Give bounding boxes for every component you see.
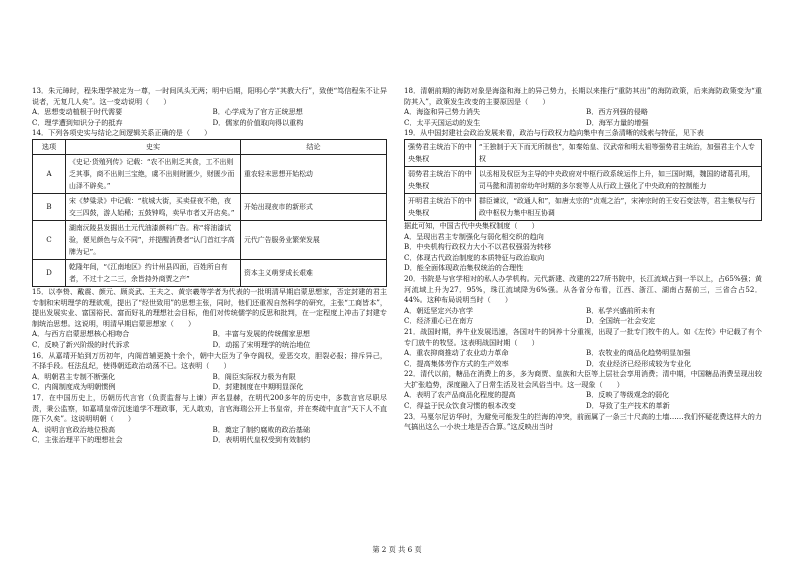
option-c[interactable]: C．内阁制度成为明朝惯例 (32, 382, 116, 392)
question-20 (404, 274, 762, 327)
question-stem: 15．以李贽、戴震、颜元、顾炎武、王夫之、黄宗羲等学者为代表的一批明清早期启蒙思想家，否定封建的君主专制和宋明理学的理欲观，提出了“经世致用”的思想主张，同时，他们还重视自然科学的研究，主张“工商皆本”，提出发展实业、富国裕民、富而好礼的理想社会目标，他们对传统儒学的反思和批判，在一定程度上冲击了封建专制统治思想。这说明，明清早期启蒙思想家（ ） (32, 286, 388, 328)
option-b[interactable]: B．农牧业的商品化趋势明显加强 (586, 348, 691, 358)
question-23 (404, 412, 762, 433)
option-c[interactable]: C．得益于民众饮食习惯的根本改变 (404, 401, 516, 411)
row-label: D (33, 259, 66, 286)
option-b[interactable]: B．阁臣实际权力极为有限 (212, 371, 296, 381)
row-label: B (33, 193, 66, 220)
question-18 (404, 86, 762, 128)
option-b[interactable]: B．西方列强的侵略 (586, 107, 648, 117)
option-c[interactable]: C．太平天国运动的发生 (404, 117, 481, 127)
row-feature: 群臣谏议，“政通人和”，如唐太宗的“贞观之治”，宋神宗时的王安石变法等，君主集权与行政中枢权力集中相互协调 (476, 193, 762, 220)
table-row (33, 220, 387, 259)
option-a[interactable]: A．与西方启蒙思想核心相吻合 (32, 329, 130, 339)
table-row (33, 193, 387, 220)
options (404, 107, 762, 128)
right-column (404, 86, 762, 433)
option-a[interactable]: A．呈现出君主专制强化与弱化相交织的趋向 (404, 231, 544, 241)
question-stem: 21．战国时期，养牛业发展迅速，各国对牛的饲养十分重视，出现了一批专门牧牛的人。如《左传》中记载了有个专门放牛的牧竖。这表明战国时期（ ） (404, 326, 762, 347)
options (404, 306, 762, 327)
question-stem: 17．在中国历史上，历朝历代言官（负责监督与上谏）声名显赫，在明代200多年的历史中，多数言官尽职尽责，秉公监察，如嘉靖皇帝沉迷道学不理政事，无人敢劝，言官海瑞公开上书皇帝，并在奏疏中直言“天下人不直陛下久矣”。这说明明朝（ ） (32, 392, 387, 424)
option-c[interactable]: C．理学遭到知识分子的抵弃 (32, 117, 123, 127)
question-13 (32, 86, 387, 128)
table-row (405, 166, 762, 193)
row-feature: “王独制于天下而无所制也”，如秦始皇、汉武帝和明太祖等强势君主统治，加强君主个人专权 (476, 139, 762, 166)
option-d[interactable]: D．导致了生产技术的革新 (586, 401, 670, 411)
option-d[interactable]: D．儒家的价值取向得以重构 (212, 117, 304, 127)
question-14 (32, 128, 387, 287)
row-feature: 以丞相及权臣为主导的中央政府对中枢行政系统运作上升，如三国时期，魏国的诸葛孔明，司马懿和清初帝幼年时期的多尔衮等人从行政上强化了中央政府的控制能力 (476, 166, 762, 193)
question-stem: 18．清朝前期的海防对象是海盗和海上的异己势力，长期以来推行“重防其出”的海防政策，后来海防政策变为“重防其入”，政策发生改变的主要原因是（ ） (404, 86, 762, 106)
option-a[interactable]: A．重农抑商推动了农业动力革命 (404, 348, 509, 358)
row-conclusion: 开始出现夜市的新形式 (241, 193, 387, 220)
table-row (33, 259, 387, 286)
row-period: 开明君主统治下的中央集权 (405, 193, 476, 220)
table-row (33, 154, 387, 193)
option-a[interactable]: A．朝廷坚定兴办官学 (404, 305, 473, 315)
option-d[interactable]: D．海军力量的增强 (586, 117, 649, 127)
options (404, 348, 762, 369)
option-d[interactable]: D．能全面体现政治集权统治的合理性 (404, 263, 524, 273)
option-c[interactable]: C．体现古代政治制度的本质特征与政治取向 (404, 252, 545, 262)
row-period: 弱势君主统治下的中央集权 (405, 166, 476, 193)
option-d[interactable]: D．表明明代皇权受到有效制约 (212, 435, 311, 445)
option-d[interactable]: D．全国统一社会安定 (586, 316, 656, 326)
question-22 (404, 369, 762, 411)
row-fact: 湖南沅陵县发掘出土元代油漆颜料广告。称“将油漆试验，便见颜色与众不同”，并提醒消费者“认门首红字高牌为记”。 (66, 220, 241, 259)
row-fact: 乾隆年间，“《江南地区》约计州县四面，百姓所自有者，不过十之二三，余皆持外商贾之产” (66, 259, 241, 286)
table-row (405, 193, 762, 220)
question-16 (32, 351, 387, 393)
option-d[interactable]: D．农业经济已经形成较为专业化 (586, 358, 691, 368)
centralization-table (404, 139, 762, 221)
option-c[interactable]: C．经济重心已在南方 (404, 316, 474, 326)
row-period: 强势君主统治下的中央集权 (405, 139, 476, 166)
option-b[interactable]: B．心学成为了官方正统思想 (212, 107, 303, 117)
fact-conclusion-table (32, 139, 387, 287)
row-fact: 《史记·货殖列传》记载：“农不出则乏其食，工不出则乏其事，商不出则三宝绝，虞不出则财匮少，财匮少而山泽不辟矣。” (66, 154, 241, 193)
question-stem: 19．从中国封建社会政治发展来看，政治与行政权力趋向集中有三条清晰的线索与特征，见下表 (404, 128, 704, 138)
options (32, 372, 387, 393)
option-b[interactable]: B．奠定了制约腐败的政治基础 (212, 424, 310, 434)
option-a[interactable]: A．思想变动植根于时代需要 (32, 107, 123, 117)
options (404, 390, 762, 411)
option-c[interactable]: C．主张治理平下的理想社会 (32, 435, 123, 445)
option-c[interactable]: C．提高集体劳作方式的生产效率 (404, 358, 509, 368)
question-stem: 13．朱元璋时，程朱理学被定为一尊，一时间风头无两；明中后期，阳明心学“其教大行”，致使“笃信程朱不让异说者，无复几人矣”。这一变动说明（ ） (32, 86, 387, 106)
row-conclusion: 元代广告服务业繁荣发展 (241, 220, 387, 259)
header-fact: 史实 (66, 139, 241, 154)
option-d[interactable]: D．封建制度在中期明显深化 (212, 382, 304, 392)
options (32, 425, 387, 446)
option-a[interactable]: A．说明言官政治地位极高 (32, 424, 116, 434)
row-label: C (33, 220, 66, 259)
option-c[interactable]: C．反映了新兴阶级的时代诉求 (32, 339, 130, 349)
question-stem: 22．清代以前，糖品在消费上的多，多为商贾、皇族和大臣等上层社会享用消费；清中期，中国糖品消费呈现出较大扩张趋势，深度融入了日常生活及社会风俗当中。这一现象（ ） (404, 369, 762, 389)
question-21 (404, 327, 762, 369)
question-stem: 20．书院是与官学相对的私人办学机构。元代新建、改建的227所书院中，长江流域占到一半以上，占65%强；黄河流域上升为27．95%，珠江流域降为6%强。从各省分布看，江西、浙江、湖南占据前三，三省合占52．44%。这种布局说明当时（ ） (404, 273, 762, 305)
row-conclusion: 资本主义萌芽成长艰难 (241, 259, 387, 286)
table-header-row (33, 139, 387, 154)
page-footer: 第 2 页 共 6 页 (372, 545, 422, 554)
option-b[interactable]: B．反映了等级观念的弱化 (586, 390, 670, 400)
question-tail: 据此可知，中国古代中央集权制度（ ） (404, 220, 539, 230)
question-17 (32, 393, 387, 446)
option-b[interactable]: B．私学兴盛前所未有 (586, 305, 656, 315)
left-column (32, 86, 387, 446)
option-d[interactable]: D．动摇了宋明理学的统治地位 (212, 339, 311, 349)
option-b[interactable]: B．中央机构行政权力大小不以君权强弱为转移 (404, 242, 552, 252)
option-a[interactable]: A．明朝君主专制不断强化 (32, 371, 116, 381)
row-fact: 宋《梦粱录》中记载：“杭城大街，买卖昼夜不绝，夜交三四鼓，游人始稀；五鼓钟鸣，卖早市者又开店矣。” (66, 193, 241, 220)
option-b[interactable]: B．丰富与发展的传统儒家思想 (212, 329, 310, 339)
header-option: 选项 (33, 139, 66, 154)
options (32, 329, 387, 350)
question-stem: 16．从嘉靖开始到万历初年，内阁首辅更换十余个，朝中大臣为了争夺阁权，爱恶交攻，胆裂必报；排斥异己，不择手段。枉法乱纪，使得朝廷政治动荡不已。这表明（ ） (32, 350, 387, 371)
question-stem: 14．下列各项史实与结论之间逻辑关系正确的是（ ） (32, 128, 212, 138)
option-a[interactable]: A．海盗和异己势力消失 (404, 107, 481, 117)
question-stem: 23．马戛尔尼访华时，为避免可能发生的拦海的冲突，前面属了一条三十尺高的土墙……我们怀疑花费这样大的力气搞出这么一小块土地是否合算。”这反映出当时 (404, 411, 762, 432)
row-conclusion: 重农轻末思想开始松动 (241, 154, 387, 193)
table-row (405, 139, 762, 166)
question-15 (32, 287, 387, 351)
question-19 (404, 128, 762, 274)
options (32, 107, 387, 128)
row-label: A (33, 154, 66, 193)
header-conclusion: 结论 (241, 139, 387, 154)
option-a[interactable]: A．表明了农产品商品化程度的提高 (404, 390, 516, 400)
